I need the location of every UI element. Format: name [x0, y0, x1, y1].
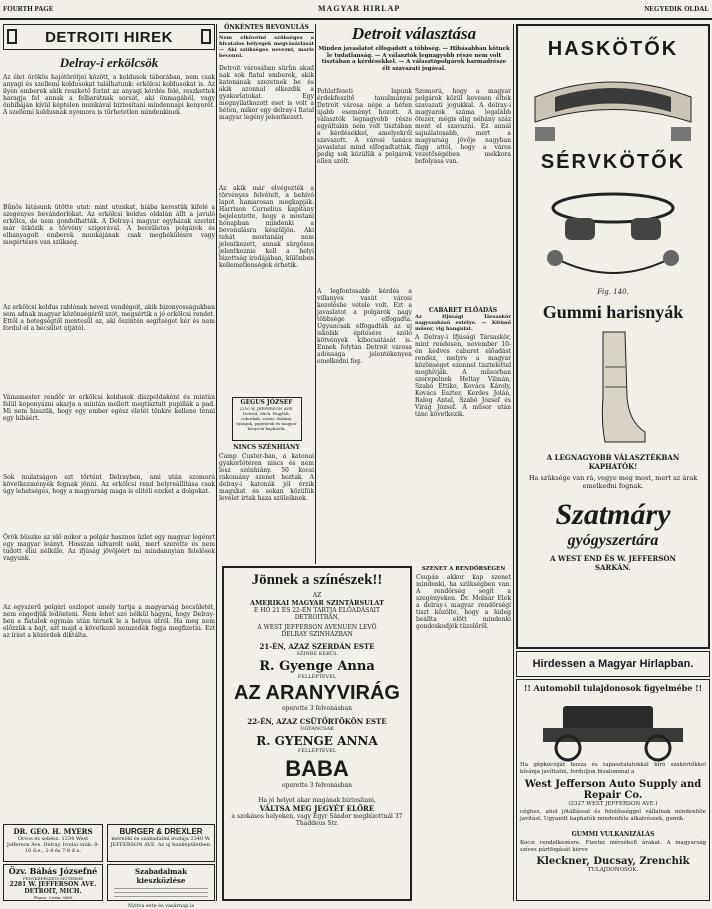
ad-firm: West Jefferson Auto Supply and Repair Co.: [524, 779, 702, 801]
ad-line: GUMMI VULKANIZÁLÁS: [571, 831, 655, 838]
ad-line: SZINRE KERÜL: [296, 651, 338, 657]
ad-line: DELRAY SZINHÁZBAN: [281, 631, 353, 638]
article-paragraph: Pohlatfeseti lapunk érdekfeszítő tanulmányai Detroit városa népe a héten újabb eseményt hozott. A választók legnagyobb része egyáltalán nem volt tisztában a kérdésekkel, amelyekről szavazott. A városi tanács javaslatai mind elfogadtattak, pedig sok közülük a polgárok ellen szólt.: [317, 88, 412, 165]
ad-body: mérnöki és szabadalmi irodája 2340 W. JEFFERSON AVE. Az uj banképületben.: [110, 836, 212, 848]
column-rule: [216, 24, 217, 901]
ad-city: DETROIT, MICH.: [24, 888, 82, 895]
article-deck: Nem elkövetni szükséges a hivatalos bélyegek megvásárlását — Aki szükséges nevezni, maris bevonul.: [219, 35, 314, 59]
article-paragraph: Csupán akkor kap szenet mindenki, ha szükségben van. A rendőrség segít a szegényeken. Dr. Molnár Elek a delray-i magyar rendőrségi tiszt közölte, hogy a hideg beállta előtt mindenki gondoskodjék tüzelőről.: [416, 574, 511, 630]
ad-owners: Kleckner, Ducsay, Zrenchik: [536, 856, 690, 867]
ad-line: A WEST JEFFERSON AVENUEN LEVŐ: [257, 624, 377, 631]
column-detroit-valasztasa: [317, 24, 511, 584]
article-title: SZENET A RENDŐRSÉGEN: [421, 566, 506, 572]
column-szenet: [416, 566, 511, 901]
ad-title: !! Automobil tulajdonosok figyelmébe !!: [523, 683, 703, 693]
ad-body: Nyitva este és vasárnap is: [127, 903, 195, 909]
headline: Delray-i erkölcsök: [59, 55, 159, 70]
article-title: CABARET ELŐADÁS: [428, 307, 498, 314]
ad-line: AMERIKAI MAGYAR SZINTÁRSULAT: [250, 599, 384, 607]
ad-phone: Phone: Cedar 3889: [33, 895, 73, 900]
ad-title: Gummi harisnyák: [542, 302, 684, 322]
ad-name: gyógyszertára: [567, 532, 659, 549]
ad-line: a szokásos helyeken, vagy Egyr Sándor megbízottnál 37 Thaddeus Str.: [231, 813, 403, 827]
article-paragraph: Az élet örökös hajótörötjei között, a koldusok táborában, nem csak anyagi és szellemi koldusokat találhatunk: erkölcsi koldusokat is. Az ilyen emberek akik reszkető forint az anyagi kérdés felé, reszkettek haragja fel annak a felbarátnak sorsát, aki önmagából, vagy önhibáján kívül képtelen munkával biztosítani mindennapi kenyerét. A szellemi koldusnak nyomora is tűrhetetlen mindenkinek.: [3, 74, 215, 116]
ornament-icon: [201, 29, 211, 44]
ad-body: céghez, ahol jótállással és felelősséggel vállalnak mindenféle javítást. Ugyanitt kaphatók mindenféle alkatrészek, gumik.: [520, 809, 706, 822]
ornament-icon: [7, 29, 17, 44]
ad-title: Özv. Bábás Józsefné: [8, 866, 98, 876]
ad-line: Ha jó helyet akar magának biztosítani,: [258, 797, 376, 804]
article-paragraph: Az erkölcsi koldus rablónak nevezi vendégeit, akik bizonyosságukban sem adnak magyar közönségéről szót, megsértik a jó erkölcsi rendet. Ettől a betegségtől mentesül az, aki őszintén segítséget kér és nem fordul el a becsület útjától.: [3, 304, 215, 332]
ad-line: operette 3 felvonásban: [282, 705, 352, 712]
ad-date: 22-ÉN, AZAZ CSÜTÖRTÖKÖN ESTE: [247, 717, 387, 726]
ad-body: Ha gépkocsiját hozza és tapasztalatokkal bíró szakértőkkel kívánja javíttatni, forduljon bizalommal a: [520, 762, 706, 775]
headline: Detroit választása: [351, 24, 477, 43]
page-header: [0, 0, 712, 20]
page-number-right: NEGYEDIK OLDAL: [644, 5, 709, 13]
article-paragraph: Vámsmester rendőr úr erkölcsi koldusok diszpeldaként és mintán felül koponyázni akarja a mintán mellett megtisztult pupillák a pad. Mi nem hisszük, hogy egy ember egész életét tönkre kellene tenni egy hibáért.: [3, 394, 215, 422]
page-number-left: FOURTH PAGE: [3, 5, 54, 13]
ad-address: (2327 WEST JEFFERSON AVE.): [568, 801, 658, 807]
article-paragraph: A legfontosabb kérdés a villanyos vasút városi kezelésbe vétele volt. Ezt a javaslatot a polgárok nagy többsége elfogadta. Ugyancsak elfogadták az uj iskolák építésére szóló kötvények kibocsátását is. Ennek folytán Detroit városa adóssága jelentékenyen emelkedni fog.: [317, 288, 412, 365]
article-paragraph: Bűnös látásunk ütötte utat: mint utunkat, hiába kerestük kifelé a szegényes bevándorlókat. Az erkölcsi koldus oldalán állt a javuló erkölcs, de nem gondolhatták. A Delray-i magyar egyházak szerint már ütközik a tőrvény szigorával. A becsületes polgárok és elhanyagolt emberek munkájának csak megbékülésre vagy megértésre van szükség.: [3, 204, 215, 246]
ad-myers: [3, 824, 103, 862]
article-paragraph: Detroit városában sürün akad nak sok fiatal emberek, akik katonának szeretnek be és akik azonnal elkezdik a gyakorlatokat. Egy megnyilatkozott eset is volt a héten, mikor egy delray-i fiatal magyar legény jelentkezett.: [219, 65, 314, 121]
article-paragraph: A Delray-i Ifjúsági Társaskör, mint rendesen, november 10-én kedves cabaret előadást rendez, melyre a magyar közönséget ezennel tisztelettel meghívják. A műsorban szerepelnek Heltay Vilmán, Szabó Ettike, Kovács Károly, Kovács Eszter, Kerdes Jolán, Balog Antal, Szabó József és Virág József. A műsor után tánc következik.: [415, 334, 511, 418]
ad-play: BABA: [285, 756, 349, 781]
ad-title: GEGUS JÓZSEF: [240, 399, 293, 406]
ad-name: Szatmáry: [555, 498, 671, 531]
ad-subtitle: FÉNYKÉPÉSZETI MŰTERMÉ: [22, 876, 84, 881]
article-paragraph: Az akik már elvégezték a törvényes felvételt, a behívó lapot hamarosan megkapják. Harrison Cornelius kapitány bejelentette, hogy a mostani hónapban mindenki a bevonulásra készüljön. Aki tehát mostanáig nem jelentkezett, annak sürgősen jelentkeznie kell a helyi bizottság irodájában, különben kellemetlenségek érhetik.: [219, 185, 314, 269]
truss-image: [525, 178, 701, 288]
ad-auto-supply: [516, 679, 710, 901]
column-ads: [516, 24, 710, 901]
ad-title: Jönnek a színészek!!: [251, 572, 383, 588]
ad-title: BURGER & DREXLER: [119, 827, 203, 836]
column-rule: [513, 24, 514, 901]
stocking-image: [525, 327, 701, 447]
ad-szatmary: [516, 24, 710, 649]
ad-line: operette 3 felvonásban: [282, 782, 352, 789]
ads-block: [3, 824, 215, 909]
ad-actress: R. Gyenge Anna: [259, 659, 375, 674]
article-title: NINCS SZÉNHIÁNY: [233, 444, 300, 451]
ad-title: Hirdessen a Magyar Hirlapban.: [532, 658, 694, 670]
column-rule: [315, 24, 316, 564]
ad-theatre: [222, 566, 412, 901]
ad-address: 2281 W. JEFFERSON AVE.: [9, 881, 97, 888]
ad-line: VÁLTSA MEG JEGYÉT ELŐRE: [259, 804, 375, 813]
ad-line: DETROITBAN,: [294, 614, 340, 621]
article-paragraph: Az egyszerű polgári oszlopot amely tartja a magyarság becsületét, nem engedjük ledönteni. Nem lehet szó nélkül hagyni, hogy Delray-ben a fiatalok egymás után térnek le a helyes útról. Ha meg nem előzzük a bajt, azt majd a következő nemzedék fogja megfizetni. Ezt az írást a közérdek diktálta.: [3, 604, 215, 639]
ad-title: DR. GEO. H. MYERS: [13, 827, 93, 836]
ad-burger: [107, 824, 215, 862]
ad-title: SÉRVKÖTŐK: [540, 151, 686, 173]
section-masthead: [3, 24, 215, 50]
article-paragraph: Örök büszke az idő mikor a polgár hasznos üzlet egy magyar legényt egy magyar leányt. Hosszan udvarolt neki, mert szerette és nem tudott élni nélküle. Az ifjúság jövőjéért mi mindannyian felelősek vagyunk.: [3, 534, 215, 562]
column-onkentes: [219, 24, 314, 584]
column-detroiti-hirek: [3, 24, 215, 909]
ad-babas: [3, 864, 103, 901]
ad-line: FELLÉPTÉVEL: [297, 748, 337, 754]
ad-body: Orvos és sebész. 1234 West Jefferson Ave. Delray. Irodai órák: 8-10 d.e., 2-4 és 7-8 d.u.: [6, 836, 100, 854]
ad-text-lines: [114, 888, 208, 900]
ad-line: TULAJDONOSOK.: [587, 867, 639, 873]
section-title: DETROITI HIREK: [45, 28, 173, 46]
ad-title: HASKÖTŐK: [547, 38, 679, 60]
article-title: ÖNKÉNTES BEVONULÁS: [219, 24, 314, 33]
ad-line: Ha szüksége van rá, vegye meg most, mert az árak emelkedni fognak.: [528, 474, 698, 490]
article-paragraph: Camp Custer-ban, a katonai gyakorlótéren nincs és nem lesz szénhiány. 50 kocsi rakomány szenet hoztak. A delray-i katonák jól érzik magukat és sokan közülük levelet írtak haza szüleiknek.: [219, 453, 314, 502]
article-deck: Minden javaslatot elfogadott a többség. — Hibásabban kötnek le tudatlanság. — A választók legnagyobb része nem volt tisztában a kérdésekkel. — A választópolgárok harmadrésze élt szavazati jogával.: [318, 46, 510, 72]
ad-body: Kocsi rendelkezésre. Fizetni mérsékelt árakat. A magyarság szíves pártfogását kérve: [520, 840, 706, 853]
newspaper-name: MAGYAR HIRLAP: [318, 4, 401, 13]
article-paragraph: Sok mulatságon ezt tőrtént Delrayben, ami után szomorú következmények fognak jönni. Az erkölcsi rend helyreállítása csak úgy lehetséges, hogy a magyarság maga is elítéli ezeket a dolgokat.: [3, 474, 215, 495]
ad-line: A LEGNAGYOBB VÁLASZTÉKBAN KAPHATÓK!: [546, 453, 680, 471]
ad-address: A WEST END ÉS W. JEFFERSON SARKÁN.: [550, 554, 676, 572]
ad-gegus: [232, 397, 302, 441]
ad-title: Szabadalmak kieszközlése: [135, 867, 187, 885]
truss-belt-image: [525, 67, 701, 147]
ad-play: AZ ARANYVIRÁG: [234, 682, 400, 704]
figure-caption: Fig. 140.: [597, 288, 629, 296]
ad-date: 21-ÉN, AZAZ SZERDÁN ESTE: [259, 642, 375, 651]
ad-line: UGYANCSAK: [300, 726, 334, 732]
article-paragraph: Szomorú, hogy a magyar polgárok közül kevesen éltek szavazati jogukkal. A delray-i magyarok száma legalább ötezer, mégis alig néhány száz ment el szavazni. Ez annál sajnálatosabb, mert a magyarság jövője nagyban függ attól, hogy a város vezetőségében mekkora befolyása van.: [415, 88, 511, 165]
ad-line: FELLÉPTÉVEL: [297, 674, 337, 680]
ad-szabadalmi: [107, 864, 215, 909]
article-deck: Az Ifjúsági Társaskör nagyszabású estélye. — Kitünő műsor, vig hangulat.: [415, 314, 511, 332]
ad-actress: R. GYENGE ANNA: [256, 734, 378, 748]
automobile-image: [523, 696, 703, 762]
ad-body: 2210 W. JEFFERSON AVE. Detroit, Mich. Fagylalt, cukorkák, szivar, dohány, újságok, papíráruk és magyar könyvek kaphatók.: [236, 406, 297, 431]
ad-hirdessen: [516, 651, 710, 677]
ad-line: AZ: [312, 592, 322, 599]
ad-line: E HÓ 21 ÉS 22-ÉN TARTJA ELŐADÁSAIT: [253, 607, 381, 614]
